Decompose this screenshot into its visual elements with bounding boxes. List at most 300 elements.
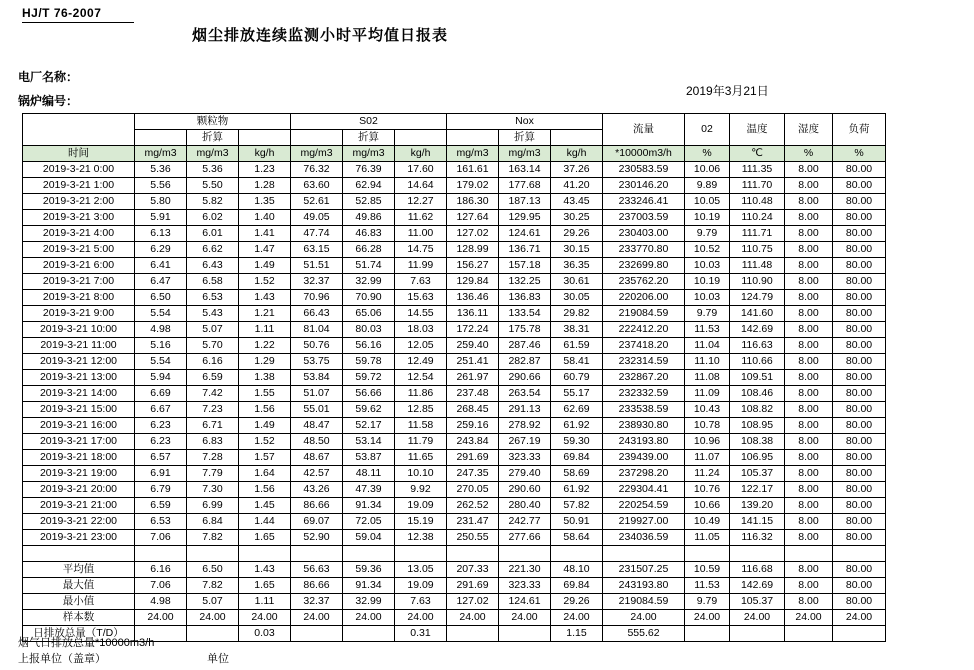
cell-value: 235762.20: [603, 274, 685, 290]
cell-value: 6.53: [135, 514, 187, 530]
cell-value: 129.95: [499, 210, 551, 226]
cell-value: 8.00: [785, 482, 833, 498]
cell-value: 1.45: [239, 498, 291, 514]
units-nox-rate: kg/h: [551, 146, 603, 162]
cell-value: 4.98: [135, 322, 187, 338]
summary-cell: 6.50: [187, 562, 239, 578]
cell-value: 12.85: [395, 402, 447, 418]
cell-value: 279.40: [499, 466, 551, 482]
cell-value: 136.11: [447, 306, 499, 322]
total-so2: 0.31: [395, 626, 447, 642]
footer-unit: 单位: [207, 653, 229, 665]
cell-value: 259.16: [447, 418, 499, 434]
cell-value: 55.01: [291, 402, 343, 418]
cell-value: 261.97: [447, 370, 499, 386]
cell-value: 12.54: [395, 370, 447, 386]
summary-cell: 105.37: [730, 594, 785, 610]
cell-value: 6.91: [135, 466, 187, 482]
cell-value: 11.07: [685, 450, 730, 466]
summary-cell: 7.63: [395, 594, 447, 610]
summary-cell: 56.63: [291, 562, 343, 578]
cell-value: 6.59: [135, 498, 187, 514]
table-row: [23, 466, 886, 482]
cell-value: 259.40: [447, 338, 499, 354]
cell-time: 2019-3-21 7:00: [23, 274, 135, 290]
table-data-body: [23, 162, 886, 546]
summary-cell: 24.00: [499, 610, 551, 626]
cell-value: 59.04: [343, 530, 395, 546]
cell-value: 263.54: [499, 386, 551, 402]
cell-value: 232699.80: [603, 258, 685, 274]
group-header-humidity: 湿度: [785, 114, 833, 146]
summary-cell: 8.00: [785, 562, 833, 578]
cell-time: 2019-3-21 3:00: [23, 210, 135, 226]
cell-value: 110.66: [730, 354, 785, 370]
cell-value: 6.59: [187, 370, 239, 386]
sub-header-so2-conc: [291, 130, 343, 146]
cell-value: 231.47: [447, 514, 499, 530]
cell-value: 6.16: [187, 354, 239, 370]
summary-cell: 24.00: [187, 610, 239, 626]
cell-value: 8.00: [785, 226, 833, 242]
cell-value: 46.83: [343, 226, 395, 242]
cell-value: 5.50: [187, 178, 239, 194]
cell-value: 163.14: [499, 162, 551, 178]
cell-value: 58.69: [551, 466, 603, 482]
cell-value: 11.65: [395, 450, 447, 466]
cell-value: 80.00: [833, 178, 886, 194]
cell-value: 1.49: [239, 258, 291, 274]
cell-value: 11.58: [395, 418, 447, 434]
cell-value: 58.64: [551, 530, 603, 546]
cell-value: 232314.59: [603, 354, 685, 370]
cell-value: 70.90: [343, 290, 395, 306]
cell-value: 222412.20: [603, 322, 685, 338]
cell-value: 110.90: [730, 274, 785, 290]
cell-value: 116.63: [730, 338, 785, 354]
spacer-cell: [603, 546, 685, 562]
cell-time: 2019-3-21 22:00: [23, 514, 135, 530]
summary-row: [23, 610, 886, 626]
cell-value: 6.13: [135, 226, 187, 242]
sub-header-nox-conc: [447, 130, 499, 146]
summary-cell: 48.10: [551, 562, 603, 578]
cell-value: 61.92: [551, 482, 603, 498]
group-header-temperature: 温度: [730, 114, 785, 146]
cell-value: 177.68: [499, 178, 551, 194]
cell-value: 56.16: [343, 338, 395, 354]
group-header-load: 负荷: [833, 114, 886, 146]
cell-value: 11.08: [685, 370, 730, 386]
cell-value: 5.36: [187, 162, 239, 178]
code-underline: [22, 22, 134, 23]
cell-value: 76.39: [343, 162, 395, 178]
total-blank: [499, 626, 551, 642]
cell-value: 136.83: [499, 290, 551, 306]
cell-value: 238930.80: [603, 418, 685, 434]
cell-time: 2019-3-21 12:00: [23, 354, 135, 370]
cell-time: 2019-3-21 1:00: [23, 178, 135, 194]
cell-value: 1.43: [239, 290, 291, 306]
page-title: 烟尘排放连续监测小时平均值日报表: [191, 27, 448, 44]
cell-value: 8.00: [785, 322, 833, 338]
cell-time: 2019-3-21 17:00: [23, 434, 135, 450]
summary-cell: 116.68: [730, 562, 785, 578]
total-blank: [833, 626, 886, 642]
cell-value: 6.50: [135, 290, 187, 306]
cell-value: 278.92: [499, 418, 551, 434]
summary-cell: 24.00: [395, 610, 447, 626]
cell-value: 91.34: [343, 498, 395, 514]
cell-value: 267.19: [499, 434, 551, 450]
cell-value: 14.55: [395, 306, 447, 322]
spacer-cell: [187, 546, 239, 562]
table-row: [23, 402, 886, 418]
cell-value: 55.17: [551, 386, 603, 402]
spacer-cell: [395, 546, 447, 562]
table-row: [23, 178, 886, 194]
cell-time: 2019-3-21 9:00: [23, 306, 135, 322]
cell-value: 11.62: [395, 210, 447, 226]
cell-value: 5.91: [135, 210, 187, 226]
cell-value: 9.79: [685, 226, 730, 242]
spacer-cell: [291, 546, 343, 562]
cell-value: 80.00: [833, 482, 886, 498]
cell-value: 10.06: [685, 162, 730, 178]
cell-time: 2019-3-21 2:00: [23, 194, 135, 210]
cell-value: 6.23: [135, 418, 187, 434]
cell-value: 8.00: [785, 354, 833, 370]
cell-value: 7.42: [187, 386, 239, 402]
table-row: [23, 482, 886, 498]
cell-value: 6.02: [187, 210, 239, 226]
plant-name-label: 电厂名称：: [18, 70, 79, 84]
footer-note: 烟气日排放总量*10000m3/h: [18, 637, 155, 649]
cell-value: 62.94: [343, 178, 395, 194]
group-header-so2: S02: [291, 114, 447, 130]
cell-value: 63.60: [291, 178, 343, 194]
cell-value: 72.05: [343, 514, 395, 530]
cell-value: 11.86: [395, 386, 447, 402]
summary-cell: 207.33: [447, 562, 499, 578]
standard-code: HJ/T 76-2007: [22, 6, 102, 20]
cell-time: 2019-3-21 21:00: [23, 498, 135, 514]
units-humidity: %: [785, 146, 833, 162]
summary-cell: 32.37: [291, 594, 343, 610]
group-header-particulate: 颗粒物: [135, 114, 291, 130]
cell-value: 29.26: [551, 226, 603, 242]
cell-value: 110.75: [730, 242, 785, 258]
units-flow: *10000m3/h: [603, 146, 685, 162]
cell-value: 8.00: [785, 514, 833, 530]
cell-value: 17.60: [395, 162, 447, 178]
cell-value: 133.54: [499, 306, 551, 322]
cell-value: 175.78: [499, 322, 551, 338]
cell-time: 2019-3-21 16:00: [23, 418, 135, 434]
cell-value: 233246.41: [603, 194, 685, 210]
cell-value: 80.00: [833, 274, 886, 290]
cell-value: 105.37: [730, 466, 785, 482]
cell-value: 12.38: [395, 530, 447, 546]
cell-value: 124.61: [499, 226, 551, 242]
cell-value: 230403.00: [603, 226, 685, 242]
cell-value: 132.25: [499, 274, 551, 290]
cell-value: 239439.00: [603, 450, 685, 466]
cell-value: 172.24: [447, 322, 499, 338]
cell-value: 141.15: [730, 514, 785, 530]
summary-cell: 13.05: [395, 562, 447, 578]
cell-value: 8.00: [785, 210, 833, 226]
cell-value: 30.25: [551, 210, 603, 226]
cell-value: 237418.20: [603, 338, 685, 354]
cell-value: 7.82: [187, 530, 239, 546]
summary-row: [23, 578, 886, 594]
table-row: [23, 530, 886, 546]
cell-value: 128.99: [447, 242, 499, 258]
cell-value: 1.65: [239, 530, 291, 546]
summary-cell: 80.00: [833, 594, 886, 610]
units-so2-converted: mg/m3: [343, 146, 395, 162]
cell-value: 1.38: [239, 370, 291, 386]
cell-value: 6.83: [187, 434, 239, 450]
cell-value: 220206.00: [603, 290, 685, 306]
cell-value: 110.48: [730, 194, 785, 210]
cell-value: 49.86: [343, 210, 395, 226]
cell-value: 10.66: [685, 498, 730, 514]
summary-cell: 24.00: [135, 610, 187, 626]
summary-cell: 219084.59: [603, 594, 685, 610]
cell-value: 30.61: [551, 274, 603, 290]
cell-value: 70.96: [291, 290, 343, 306]
cell-value: 111.71: [730, 226, 785, 242]
cell-value: 10.52: [685, 242, 730, 258]
cell-value: 108.95: [730, 418, 785, 434]
cell-value: 80.00: [833, 434, 886, 450]
cell-value: 7.28: [187, 450, 239, 466]
summary-cell: 80.00: [833, 578, 886, 594]
units-particulate-rate: kg/h: [239, 146, 291, 162]
cell-value: 108.38: [730, 434, 785, 450]
table-row: [23, 450, 886, 466]
cell-value: 161.61: [447, 162, 499, 178]
summary-cell: 24.00: [685, 610, 730, 626]
group-header-nox: Nox: [447, 114, 603, 130]
cell-value: 80.00: [833, 530, 886, 546]
units-particulate-converted: mg/m3: [187, 146, 239, 162]
cell-value: 7.30: [187, 482, 239, 498]
cell-value: 290.66: [499, 370, 551, 386]
spacer-cell: [23, 546, 135, 562]
table-row: [23, 194, 886, 210]
summary-row-label: 最小值: [23, 594, 135, 610]
summary-row: [23, 562, 886, 578]
cell-value: 8.00: [785, 450, 833, 466]
spacer-cell: [135, 546, 187, 562]
cell-value: 6.62: [187, 242, 239, 258]
cell-value: 1.56: [239, 482, 291, 498]
cell-value: 5.07: [187, 322, 239, 338]
cell-value: 141.60: [730, 306, 785, 322]
cell-value: 1.35: [239, 194, 291, 210]
table-row: [23, 386, 886, 402]
cell-value: 8.00: [785, 194, 833, 210]
cell-value: 5.16: [135, 338, 187, 354]
cell-value: 179.02: [447, 178, 499, 194]
sub-header-so2-rate: [395, 130, 447, 146]
summary-cell: 221.30: [499, 562, 551, 578]
cell-value: 14.75: [395, 242, 447, 258]
summary-cell: 69.84: [551, 578, 603, 594]
cell-value: 37.26: [551, 162, 603, 178]
cell-value: 52.85: [343, 194, 395, 210]
cell-value: 136.71: [499, 242, 551, 258]
cell-value: 80.00: [833, 226, 886, 242]
cell-time: 2019-3-21 5:00: [23, 242, 135, 258]
summary-cell: 231507.25: [603, 562, 685, 578]
table-row: [23, 258, 886, 274]
cell-value: 116.32: [730, 530, 785, 546]
cell-value: 52.17: [343, 418, 395, 434]
cell-value: 12.27: [395, 194, 447, 210]
cell-value: 237298.20: [603, 466, 685, 482]
cell-value: 6.43: [187, 258, 239, 274]
cell-value: 5.80: [135, 194, 187, 210]
cell-value: 80.00: [833, 418, 886, 434]
group-header-o2: 02: [685, 114, 730, 146]
cell-value: 80.00: [833, 402, 886, 418]
cell-value: 6.01: [187, 226, 239, 242]
cell-value: 48.50: [291, 434, 343, 450]
cell-value: 41.20: [551, 178, 603, 194]
cell-value: 186.30: [447, 194, 499, 210]
cell-value: 10.05: [685, 194, 730, 210]
cell-value: 1.55: [239, 386, 291, 402]
units-so2-rate: kg/h: [395, 146, 447, 162]
cell-value: 59.72: [343, 370, 395, 386]
total-blank: [187, 626, 239, 642]
summary-cell: 10.59: [685, 562, 730, 578]
cell-value: 10.10: [395, 466, 447, 482]
spacer-cell: [730, 546, 785, 562]
summary-cell: 24.00: [239, 610, 291, 626]
cell-value: 9.89: [685, 178, 730, 194]
table-row: [23, 162, 886, 178]
cell-value: 80.00: [833, 290, 886, 306]
cell-value: 156.27: [447, 258, 499, 274]
table-units-row: [23, 146, 886, 162]
total-flow: 555.62: [603, 626, 685, 642]
cell-value: 48.67: [291, 450, 343, 466]
cell-value: 32.99: [343, 274, 395, 290]
cell-value: 1.40: [239, 210, 291, 226]
summary-cell: 24.00: [291, 610, 343, 626]
units-o2: %: [685, 146, 730, 162]
units-time: 时间: [23, 146, 135, 162]
table-spacer-row: [23, 546, 886, 562]
cell-value: 30.15: [551, 242, 603, 258]
cell-value: 127.64: [447, 210, 499, 226]
cell-value: 9.92: [395, 482, 447, 498]
cell-value: 11.79: [395, 434, 447, 450]
cell-value: 5.54: [135, 306, 187, 322]
summary-cell: 24.00: [603, 610, 685, 626]
cell-value: 47.39: [343, 482, 395, 498]
cell-value: 10.19: [685, 274, 730, 290]
cell-value: 58.41: [551, 354, 603, 370]
cell-value: 10.03: [685, 290, 730, 306]
cell-value: 142.69: [730, 322, 785, 338]
cell-value: 1.64: [239, 466, 291, 482]
cell-value: 124.79: [730, 290, 785, 306]
cell-value: 12.49: [395, 354, 447, 370]
cell-value: 237.48: [447, 386, 499, 402]
cell-value: 11.00: [395, 226, 447, 242]
cell-value: 5.36: [135, 162, 187, 178]
table-row: [23, 242, 886, 258]
cell-value: 10.03: [685, 258, 730, 274]
cell-value: 262.52: [447, 498, 499, 514]
table-row: [23, 306, 886, 322]
cell-value: 277.66: [499, 530, 551, 546]
cell-value: 6.67: [135, 402, 187, 418]
summary-cell: 24.00: [447, 610, 499, 626]
total-blank: [447, 626, 499, 642]
cell-value: 11.53: [685, 322, 730, 338]
cell-time: 2019-3-21 15:00: [23, 402, 135, 418]
cell-value: 230146.20: [603, 178, 685, 194]
summary-row: [23, 594, 886, 610]
cell-value: 268.45: [447, 402, 499, 418]
sub-header-particulate-rate: [239, 130, 291, 146]
cell-value: 291.13: [499, 402, 551, 418]
summary-cell: 124.61: [499, 594, 551, 610]
cell-value: 7.23: [187, 402, 239, 418]
cell-value: 8.00: [785, 402, 833, 418]
cell-value: 6.99: [187, 498, 239, 514]
cell-value: 11.05: [685, 530, 730, 546]
cell-value: 127.02: [447, 226, 499, 242]
cell-value: 250.55: [447, 530, 499, 546]
cell-value: 282.87: [499, 354, 551, 370]
cell-value: 80.00: [833, 162, 886, 178]
table-row: [23, 274, 886, 290]
cell-value: 65.06: [343, 306, 395, 322]
cell-value: 81.04: [291, 322, 343, 338]
summary-cell: 24.00: [730, 610, 785, 626]
cell-value: 80.00: [833, 306, 886, 322]
cell-value: 50.76: [291, 338, 343, 354]
report-date: 2019年3月21日: [686, 84, 769, 98]
cell-value: 111.70: [730, 178, 785, 194]
summary-cell: 323.33: [499, 578, 551, 594]
cell-value: 59.30: [551, 434, 603, 450]
table-row: [23, 514, 886, 530]
cell-value: 62.69: [551, 402, 603, 418]
summary-cell: 11.53: [685, 578, 730, 594]
cell-value: 122.17: [730, 482, 785, 498]
cell-value: 6.53: [187, 290, 239, 306]
summary-cell: 1.65: [239, 578, 291, 594]
cell-value: 6.41: [135, 258, 187, 274]
cell-value: 80.00: [833, 466, 886, 482]
total-blank: [291, 626, 343, 642]
cell-value: 242.77: [499, 514, 551, 530]
summary-cell: 1.43: [239, 562, 291, 578]
summary-cell: 6.16: [135, 562, 187, 578]
cell-value: 10.96: [685, 434, 730, 450]
cell-value: 1.49: [239, 418, 291, 434]
spacer-cell: [685, 546, 730, 562]
